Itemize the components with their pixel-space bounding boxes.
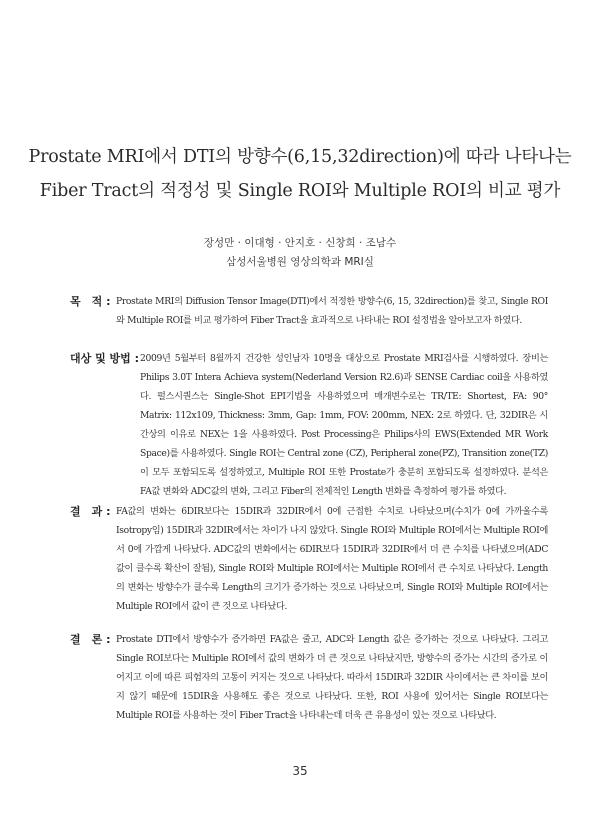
section-text: FA값의 변화는 6DIR보다는 15DIR과 32DIR에서 0에 근접한 수치로 나타났으며(수치가 0에 가까울수록 Isotropy임) 15DIR과 32DIR에서는 차이가 나지 않았다. Single ROI와 Multiple ROI에서는 Multiple ROI에서 0에 가깝게 나타났다. ADC값의 변화에서는 6DIR보다 15DIR과 32DIR에서 더 큰 수치를 나타냈으며(ADC값이 클수록 확산이 잘됨), Single ROI와 Multiple ROI에서는 Multiple ROI에서 큰 수치로 나타났다. Length의 변화는 방향수가 클수록 Length의 크기가 증가하는 것으로 나타났으며, Single ROI와 Multiple ROI에서는 Multiple ROI에서 값이 큰 것으로 나타났다. [116, 506, 548, 612]
section-result [70, 502, 548, 616]
section-method [70, 349, 548, 501]
page-number: 35 [292, 764, 308, 778]
section-label: 결 론 : [70, 633, 111, 646]
section-label: 결 과 : [70, 505, 111, 518]
section-label: 대상 및 방법 : [70, 352, 140, 365]
section-text: Prostate DTI에서 방향수가 증가하면 FA값은 줄고, ADC와 Length 값은 증가하는 것으로 나타났다. 그리고 Single ROI보다는 Multiple ROI에서 값의 변화가 더 큰 것으로 나타났지만, 방향수의 증가는 시간의 증가로 이어지고 이에 따른 피험자의 고통이 커지는 것으로 나타났다. 따라서 15DIR과 32DIR 사이에서는 큰 차이를 보이지 않기 때문에 15DIR을 사용해도 좋은 것으로 나타났다. 또한, ROI 사용에 있어서는 Single ROI보다는 Multiple ROI를 사용하는 것이 Fiber Tract을 나타내는데 더욱 큰 유용성이 있는 것으로 나타났다. [116, 634, 548, 721]
section-label: 목 적 : [70, 295, 111, 308]
section-conclusion [70, 630, 548, 725]
section-purpose [70, 292, 548, 330]
section-text: Prostate MRI의 Diffusion Tensor Image(DTI)에서 적정한 방향수(6, 15, 32direction)를 찾고, Single ROI와 Multiple ROI를 비교 평가하여 Fiber Tract을 효과적으로 나타내는 ROI 설정법을 알아보고자 하였다. [116, 296, 548, 326]
affiliation: 삼성서울병원 영상의학과 MRI실 [226, 256, 374, 268]
section-text: 2009년 5월부터 8월까지 건강한 성인남자 10명을 대상으로 Prostate MRI검사를 시행하였다. 장비는 Philips 3.0T Intera Achieva system(Nederland Version R2.6)과 SENSE Cardiac coil을 사용하였다. 펄스시퀀스는 Single-Shot EPI기법을 사용하였으며 매개변수로는 TR/TE: Shortest, FA: 90° Matrix: 112x109, Thickness: 3mm, Gap: 1mm, FOV: 200mm, NEX: 2로 하였다. 단, 32DIR은 시간상의 이유로 NEX는 1을 사용하였다. Post Processing은 Philips사의 EWS(Extended MR Work Space)를 사용하였다. Single ROI는 Central zone (CZ), Peripheral zone(PZ), Transition zone(TZ)이 모두 포함되도록 설정하였고, Multiple ROI 또한 Prostate가 충분히 포함되도록 설정하였다. 분석은 FA값 변화와 ADC값의 변화, 그리고 Fiber의 전체적인 Length 변화를 측정하여 평가를 하였다. [140, 353, 548, 497]
title-line-2: Fiber Tract의 적정성 및 Single ROI와 Multiple ROI의 비교 평가 [39, 181, 561, 201]
paper-title [20, 140, 580, 208]
title-line-1: Prostate MRI에서 DTI의 방향수(6,15,32direction)에 따라 나타나는 [28, 147, 572, 167]
author-list: 장성만 · 이대형 · 안지호 · 신창희 · 조남수 [203, 237, 397, 249]
